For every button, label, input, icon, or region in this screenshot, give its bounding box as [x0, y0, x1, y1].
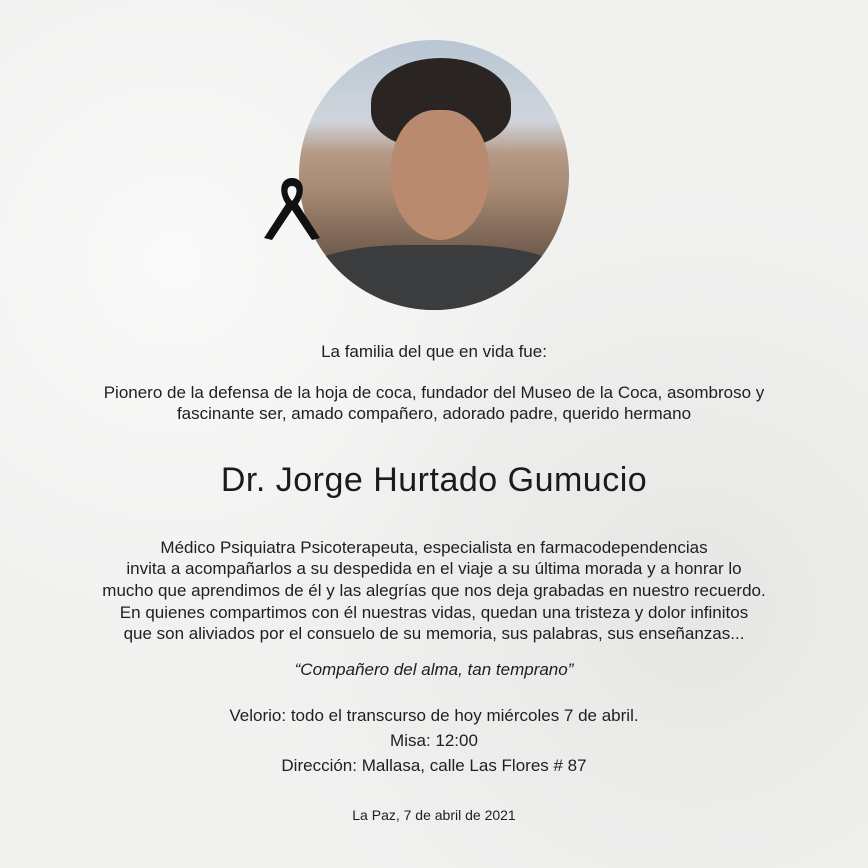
- address: Dirección: Mallasa, calle Las Flores # 87: [281, 756, 587, 775]
- description-line: fascinante ser, amado compañero, adorado padre, querido hermano: [176, 404, 692, 423]
- body-line: mucho que aprendimos de él y las alegrías que nos deja grabadas en nuestro recuerdo.: [102, 581, 766, 600]
- place-date: La Paz, 7 de abril de 2021: [352, 807, 516, 823]
- mass-time: Misa: 12:00: [390, 731, 478, 750]
- intro-text: La familia del que en vida fue:: [321, 342, 547, 361]
- deceased-name: Dr. Jorge Hurtado Gumucio: [220, 461, 648, 499]
- body-line: Médico Psiquiatra Psicoterapeuta, especialista en farmacodependencias: [160, 538, 708, 557]
- mourning-ribbon-icon: [262, 174, 324, 244]
- portrait-photo: [299, 40, 569, 310]
- description-line: Pionero de la defensa de la hoja de coca, fundador del Museo de la Coca, asombroso y: [103, 383, 765, 402]
- quote: “Compañero del alma, tan temprano”: [294, 660, 574, 679]
- wake-details: Velorio: todo el transcurso de hoy miércoles 7 de abril.: [229, 706, 639, 725]
- portrait-shirt: [299, 245, 569, 310]
- body-line: invita a acompañarlos a su despedida en el viaje a su última morada y a honrar lo: [126, 559, 742, 578]
- body-line: que son aliviados por el consuelo de su memoria, sus palabras, sus enseñanzas...: [123, 624, 745, 643]
- portrait-face: [391, 110, 489, 240]
- body-line: En quienes compartimos con él nuestras vidas, quedan una tristeza y dolor infinitos: [119, 603, 749, 622]
